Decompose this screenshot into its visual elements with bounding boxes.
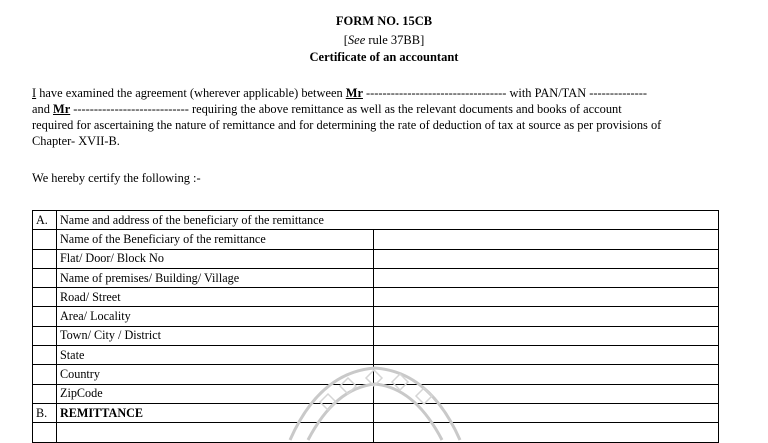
country-input[interactable] <box>374 365 719 384</box>
row-index-cell <box>33 346 57 365</box>
row-label: Area/ Locality <box>57 307 374 326</box>
row-value-cut <box>374 423 719 442</box>
table-row <box>33 423 719 442</box>
intro-and: and <box>32 102 53 116</box>
row-label: Town/ City / District <box>57 326 374 345</box>
row-label: Country <box>57 365 374 384</box>
intro-line-2 <box>32 101 718 117</box>
row-index-cell <box>33 288 57 307</box>
intro-line-4: Chapter- XVII-B. <box>32 134 120 148</box>
certify-text: We hereby certify the following :- <box>32 171 201 185</box>
row-label: Road/ Street <box>57 288 374 307</box>
area-locality-input[interactable] <box>374 307 719 326</box>
state-input[interactable] <box>374 346 719 365</box>
beneficiary-table <box>32 210 719 443</box>
table-row <box>33 249 719 268</box>
rule-bracket: [ <box>343 33 348 47</box>
row-index-cell <box>33 249 57 268</box>
premises-input[interactable] <box>374 268 719 287</box>
table-row <box>33 326 719 345</box>
table-row <box>33 307 719 326</box>
remittance-input[interactable] <box>374 403 719 422</box>
row-index-cell <box>33 365 57 384</box>
mr-field-2[interactable]: Mr <box>53 102 71 116</box>
intro-i: I <box>32 86 37 100</box>
row-index-cell <box>33 423 57 442</box>
rule-see: See <box>347 33 366 47</box>
row-index-cell <box>33 307 57 326</box>
intro-paragraph <box>32 85 718 149</box>
zipcode-input[interactable] <box>374 384 719 403</box>
flat-door-input[interactable] <box>374 249 719 268</box>
section-b-label: B. <box>33 403 57 422</box>
pan-tan-field[interactable]: with PAN/TAN -------------- <box>509 86 648 100</box>
town-city-input[interactable] <box>374 326 719 345</box>
row-label: State <box>57 346 374 365</box>
table-row <box>33 268 719 287</box>
mr-field-1[interactable]: Mr <box>345 86 363 100</box>
rule-reference <box>0 33 768 48</box>
row-index-cell <box>33 326 57 345</box>
certificate-title: Certificate of an accountant <box>309 50 459 64</box>
section-a-row <box>33 211 719 230</box>
row-label: Name of premises/ Building/ Village <box>57 268 374 287</box>
section-b-row <box>33 403 719 422</box>
road-street-input[interactable] <box>374 288 719 307</box>
section-a-title: Name and address of the beneficiary of the remittance <box>57 211 719 230</box>
beneficiary-name-input[interactable] <box>374 230 719 249</box>
row-label-cut <box>57 423 374 442</box>
section-a-label: A. <box>33 211 57 230</box>
rule-text: rule 37BB] <box>365 33 425 47</box>
row-index-cell <box>33 230 57 249</box>
row-label: ZipCode <box>57 384 374 403</box>
intro-text-b: requiring the above remittance as well as the relevant documents and books of account <box>191 102 622 116</box>
form-number: FORM NO. 15CB <box>335 14 433 28</box>
table-row <box>33 365 719 384</box>
intro-text-a: have examined the agreement (wherever applicable) between <box>36 86 346 100</box>
dash-field-2[interactable]: ---------------------------- <box>70 102 192 116</box>
table-row <box>33 230 719 249</box>
row-index-cell <box>33 384 57 403</box>
dash-field-1[interactable]: ---------------------------------- <box>362 86 510 100</box>
row-index-cell <box>33 268 57 287</box>
section-b-title: REMITTANCE <box>57 403 374 422</box>
table-row <box>33 346 719 365</box>
row-label: Flat/ Door/ Block No <box>57 249 374 268</box>
row-label: Name of the Beneficiary of the remittance <box>57 230 374 249</box>
intro-line-3: required for ascertaining the nature of remittance and for determining the rate of deduction of tax at source as per provisions of <box>32 118 662 132</box>
intro-line-1 <box>32 85 718 101</box>
table-row <box>33 288 719 307</box>
table-row <box>33 384 719 403</box>
